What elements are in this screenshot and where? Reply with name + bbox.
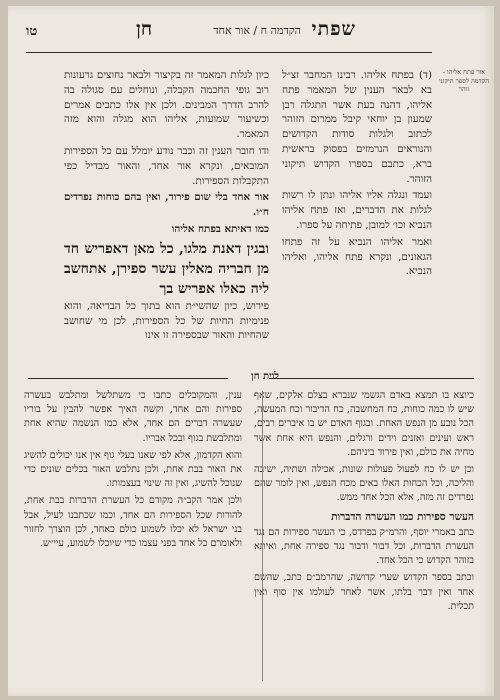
header-rule bbox=[26, 52, 432, 53]
upper-right-column bbox=[282, 68, 432, 281]
running-title: חן bbox=[136, 18, 153, 40]
paragraph: וכן יש לו כח לפעול פעולות שונות, אכילה ושתיה, ישיבה והליכה, וכל הכחות האלו באים מכח הנפש, ואין לומר שהם נפרדים זה מזה, אלא הכל אחד ממש. bbox=[254, 464, 474, 504]
paragraph: כתב באמרי יוסף, והרמ״ק בפרדס, כי העשר ספירות הם נגד העשרת הדברות, וכל דבור ודבור נגד ספירה אחת, ואיתא בזוהר הקדוש כי הכל אחד. bbox=[254, 526, 474, 567]
quote-line: אור אחד בלי שום פירוד, ואין בהם כוחות נפרדים ח״ו. bbox=[64, 191, 269, 219]
paragraph: כיוצא בו תמצא באדם הגשמי שנברא בצלם אלקים, שאף שיש לו כמה כוחות, כח המחשבה, כח הדיבור וכח המעשה, הכל נובע מן הנפש האחת. ובגוף האדם יש בו איברים רבים, ראש ועינים ואזנים וידים ורגלים, והנפש היא אחת אשר מחיה את כולם, ואין פירוד ביניהם. bbox=[254, 390, 474, 458]
zohar-quote: ובגין דאנת מלגו, כל מאן דאפריש חד מן חבריה מאלין עשר ספירן, אתחשב ליה כאלו אפריש בך bbox=[64, 240, 269, 297]
paragraph: ודו חובר הענין זה וכבר נודע יומלל עם כל הספירות המובאים, ונקרא אור אחד, והאור מבדיל כפי התקבלות הספירות. bbox=[64, 144, 269, 187]
paragraph: ואמר אליהו הנביא על זה פתחו הגאונים, ונקרא פתח אליהו, ואליהו הנביא. bbox=[282, 235, 432, 278]
paragraph: ענין, והמקובלים כתבו כי משתלשל ומתלבש בעשרה ספירות והם אחד, וקשה האיך אפשר להבין על בוריו שעשרה דברים הם אחד, אלא כמו הנשמה שהיא אחת ומתלבשת בגוף ובכל אבריו. bbox=[24, 390, 242, 444]
book-title: שפתי bbox=[311, 18, 356, 40]
book-page bbox=[8, 6, 494, 696]
page-header bbox=[26, 18, 476, 48]
divider-line bbox=[28, 378, 228, 379]
paragraph: ולכן אמר הקב״ה מקודם כל העשרת הדברות בבת אחת, להורות שכל הספירות הם אחד, וכמו שכתבנו לעיל, אבל בני ישראל לא יכלו לשמוע כולם כאחד, לכן הוצרך לחזור ולאומרם כל אחד בפני עצמו כדי שיוכלו לשמוע, עיי״ש. bbox=[24, 495, 242, 550]
upper-left-column bbox=[64, 68, 269, 345]
lower-right-column bbox=[254, 389, 474, 617]
paragraph: והוא הקדמון, אלא לפי שאנו בעלי גוף אין אנו יכולים להשיג את האור בבת אחת, ולכן נתלבש האור בכלים שונים כדי שנוכל להשיג, ואין זה שינוי בעצמותו. bbox=[24, 449, 242, 490]
column-separator bbox=[262, 391, 263, 681]
margin-note: אור פתח אליהו - הקדמה לספר תיקוני זוהר bbox=[438, 68, 490, 93]
lower-left-column bbox=[24, 389, 242, 554]
divider-label: לוית חן bbox=[251, 371, 279, 382]
subheading: העשר ספירות כמו העשרה הדברות bbox=[331, 510, 474, 523]
paragraph: וכתב בספר הקדוש שערי קדושה, שהרמב״ם כתב, שהשם אחד ואין דבר בלתו, אשר לאחר לעולמו אין סוף ואין תכלית. bbox=[254, 572, 474, 612]
paragraph: (ד) בפתח אליהו. רבינו המחבר זצ״ל בא לבאר הענין של המאמר פתח אליהו, דהנה בעת אשר התגלה רבן שמעון בן יוחאי קיבל ממרום הזוהר לכתוב ולגלות סודות הקדושים והנוראים הנרמזים בפסוק בראשית ברא, כתבם בספרו הקדוש תיקוני הזוהר. bbox=[282, 69, 432, 185]
paragraph: פירוש, כיון שהשי״ת הוא בתוך כל הבריאה, והוא פנימיות החיות של כל הספירות, לכן מי שחושב שהחיות והאור שבספירה זו אינו bbox=[64, 299, 269, 342]
paragraph: ועמד ונגלה אליו אליהו ונתן לו רשות לגלות את הדברים, ואז פתח אליהו הנביא וכו׳ למובן, פתיחה על ספרו. bbox=[282, 189, 432, 231]
section-title: הקדמה ח / אור אחד bbox=[213, 24, 301, 37]
section-divider bbox=[28, 372, 474, 386]
paragraph: כיון לגלות המאמר זה בקיצור ולבאר נחוצים גרעונות רוב גופי החכמה הקבלה, ונוחלים עם סגולה בה להרב הדרך המבינים. ולכן אין אלו כתבים אמרים וכשיעור שמועות, אליהו הוא מגלה והוא מזה המאמר. bbox=[64, 69, 269, 141]
divider-line bbox=[269, 378, 474, 379]
page-number: טו bbox=[26, 24, 38, 39]
zohar-intro: כמו דאיתא בפתח אליהו bbox=[171, 222, 269, 235]
